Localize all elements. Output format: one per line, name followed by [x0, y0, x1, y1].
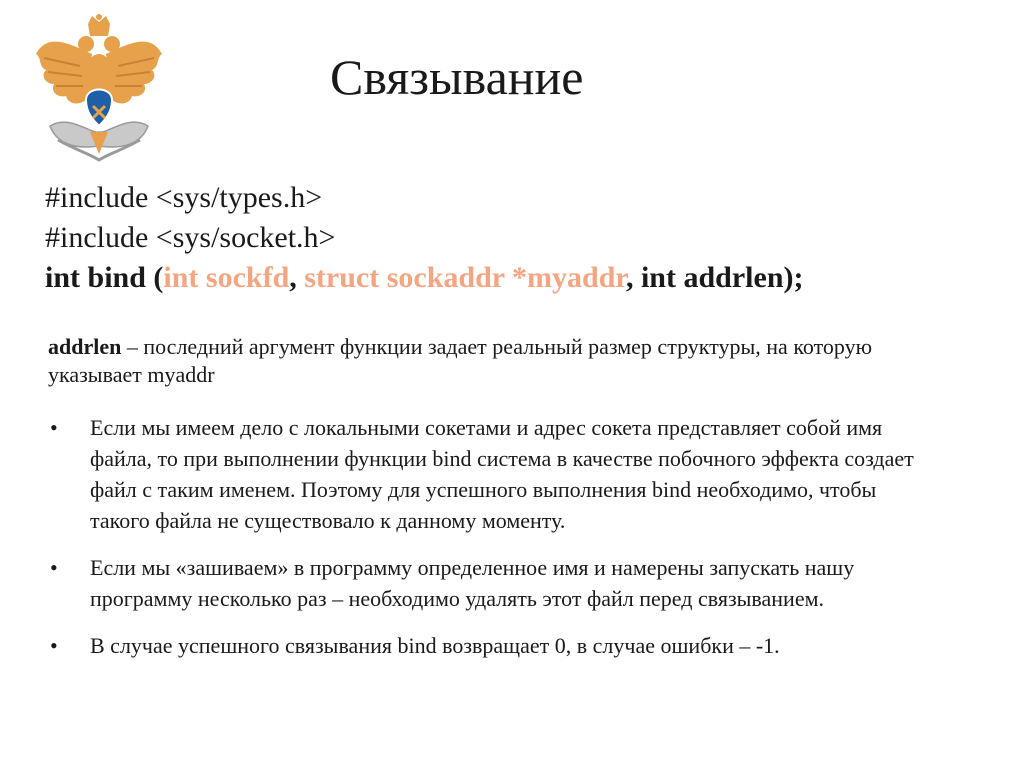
- slide-title: Связывание: [330, 49, 584, 105]
- bullet-text: В случае успешного связывания bind возвращает 0, в случае ошибки – -1.: [90, 633, 780, 658]
- code-line-include-types: #include <sys/types.h>: [45, 181, 323, 214]
- code-separator: ,: [289, 261, 305, 294]
- bullet-list: [48, 412, 928, 677]
- code-param-sockfd: int sockfd: [163, 261, 290, 294]
- code-line-bind-signature: [45, 258, 1005, 298]
- code-line-include-socket: #include <sys/socket.h>: [45, 221, 336, 254]
- code-param-myaddr: struct sockaddr *myaddr: [304, 261, 626, 294]
- code-block: [45, 178, 1005, 298]
- addrlen-text: – последний аргумент функции задает реальный размер структуры, на которую указывает myaddr: [48, 334, 873, 387]
- list-item: [48, 552, 928, 614]
- eagle-emblem-icon: [30, 14, 168, 166]
- addrlen-description: [48, 333, 948, 389]
- bullet-marker: •: [50, 555, 58, 580]
- bullet-text: Если мы имеем дело с локальными сокетами и адрес сокета представляет собой имя файла, то при выполнении функции bind система в качестве побочного эффекта создает файл с таким именем. Поэтому для успешного выполнения bind необходимо, чтобы такого файла не существовало к данному моменту.: [90, 415, 914, 533]
- list-item: [48, 630, 928, 661]
- list-item: [48, 412, 928, 536]
- addrlen-term: addrlen: [48, 334, 122, 359]
- bullet-marker: •: [50, 415, 58, 440]
- code-bind-prefix: int bind (: [45, 261, 164, 294]
- code-bind-suffix: , int addrlen);: [625, 261, 804, 294]
- bullet-marker: •: [50, 633, 58, 658]
- bullet-text: Если мы «зашиваем» в программу определенное имя и намерены запускать нашу программу несколько раз – необходимо удалять этот файл перед связыванием.: [90, 555, 855, 611]
